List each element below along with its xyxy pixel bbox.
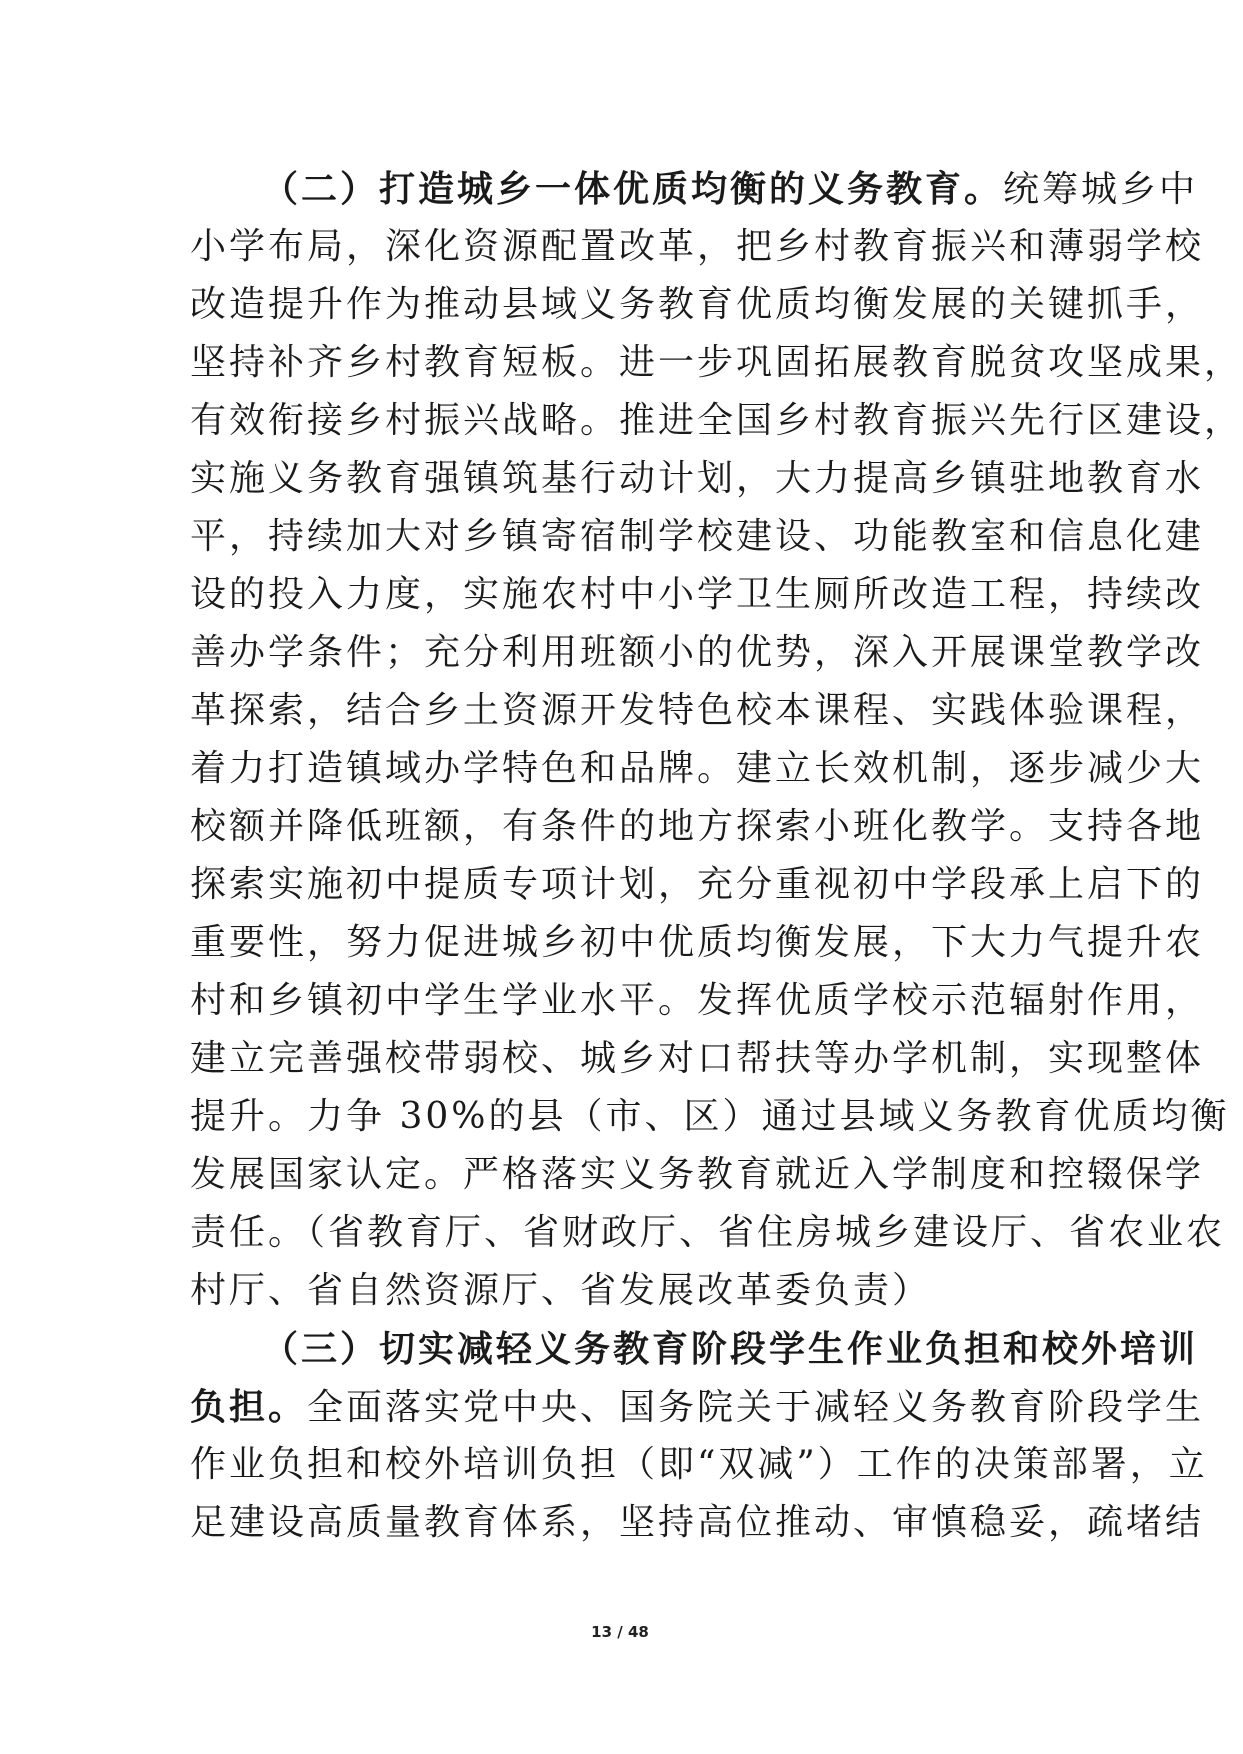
line-text: 统筹城乡中 [1003, 169, 1199, 210]
text-line [190, 160, 1199, 218]
text-line: 重要性，努力促进城乡初中优质均衡发展，下大力气提升农 [190, 922, 1205, 963]
text-line [190, 1320, 1199, 1378]
text-line [190, 1378, 1205, 1436]
text-line: 建立完善强校带弱校、城乡对口帮扶等办学机制，实现整体 [190, 1038, 1205, 1079]
text-line: 责任。（省教育厅、省财政厅、省住房城乡建设厅、省农业农 [190, 1212, 1226, 1253]
text-line: 村厅、省自然资源厅、省发展改革委负责） [190, 1270, 932, 1311]
text-line: 提升。力争 30%的县（市、区）通过县域义务教育优质均衡 [190, 1096, 1230, 1137]
text-line: 设的投入力度，实施农村中小学卫生厕所改造工程，持续改 [190, 574, 1205, 615]
text-line: 着力打造镇域办学特色和品牌。建立长效机制，逐步减少大 [190, 748, 1205, 789]
text-line: 善办学条件；充分利用班额小的优势，深入开展课堂教学改 [190, 632, 1205, 673]
text-line: 小学布局，深化资源配置改革，把乡村教育振兴和薄弱学校 [190, 226, 1205, 267]
text-line: 平，持续加大对乡镇寄宿制学校建设、功能教室和信息化建 [190, 516, 1205, 557]
text-line: 作业负担和校外培训负担（即“双减”）工作的决策部署，立 [190, 1444, 1208, 1485]
text-line: 革探索，结合乡土资源开发特色校本课程、实践体验课程， [190, 690, 1205, 731]
text-line: 发展国家认定。严格落实义务教育就近入学制度和控辍保学 [190, 1154, 1205, 1195]
text-line: 改造提升作为推动县域义务教育优质均衡发展的关键抓手， [190, 284, 1205, 325]
section-heading: （三）切实减轻义务教育阶段学生作业负担和校外培训 [262, 1328, 1199, 1370]
line-text: 全面落实党中央、国务院关于减轻义务教育阶段学生 [307, 1387, 1205, 1428]
text-line: 有效衔接乡村振兴战略。推进全国乡村教育振兴先行区建设， [190, 400, 1243, 441]
text-line: 实施义务教育强镇筑基行动计划，大力提高乡镇驻地教育水 [190, 458, 1205, 499]
text-line: 探索实施初中提质专项计划，充分重视初中学段承上启下的 [190, 864, 1205, 905]
text-line: 坚持补齐乡村教育短板。进一步巩固拓展教育脱贫攻坚成果， [190, 342, 1243, 383]
text-line: 足建设高质量教育体系，坚持高位推动、审慎稳妥，疏堵结 [190, 1502, 1205, 1543]
text-line: 村和乡镇初中学生学业水平。发挥优质学校示范辐射作用， [190, 980, 1205, 1021]
body-text [190, 160, 1243, 1552]
page-number: 13 / 48 [591, 1623, 649, 1641]
section-heading: （二）打造城乡一体优质均衡的义务教育。 [262, 168, 1004, 210]
text-line: 校额并降低班额，有条件的地方探索小班化教学。支持各地 [190, 806, 1205, 847]
section-heading: 负担。 [190, 1386, 308, 1428]
